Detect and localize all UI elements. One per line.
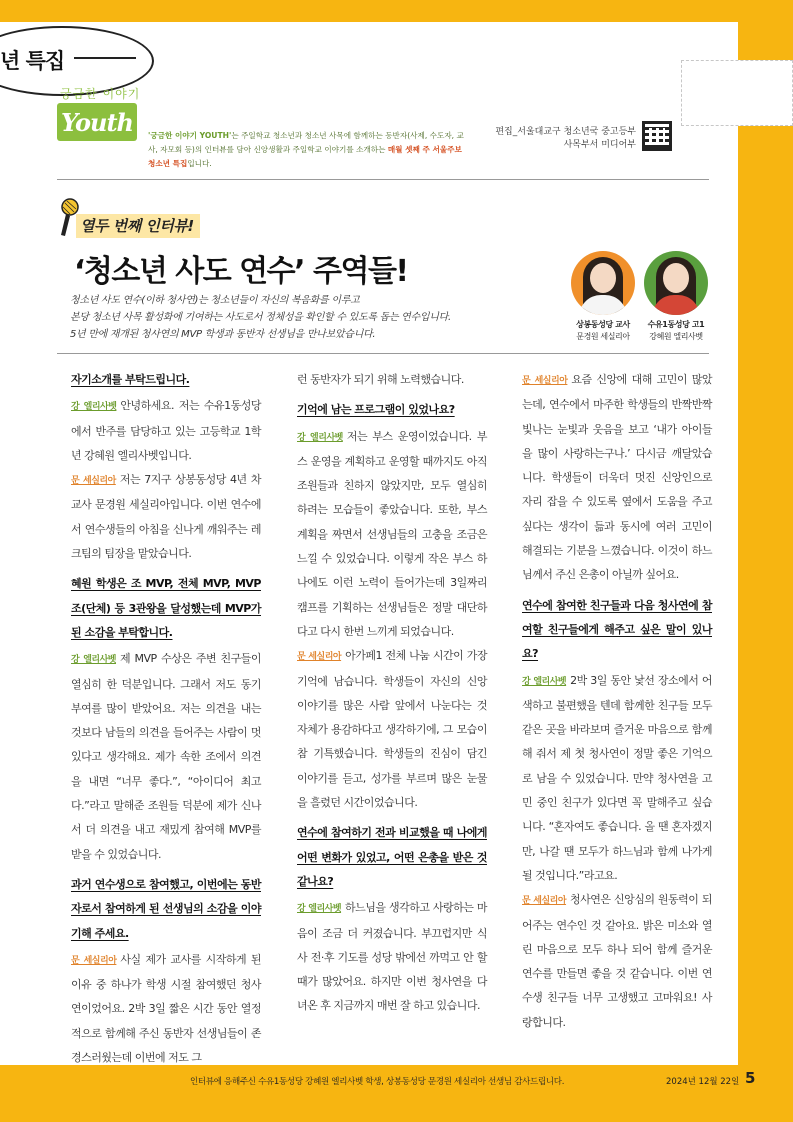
answer-text: 런 동반자가 되기 위해 노력했습니다.	[297, 373, 464, 386]
student-photo	[644, 251, 708, 315]
speaker-label: 강 엘리사벳	[71, 655, 117, 666]
youth-logo-box	[57, 103, 137, 141]
intro-text: 는 주일학교 청소년과 청소년 사목에 함께하는 동반자(사제, 수도자, 교사, 자모회 등)의 인터뷰를 담아 신앙생활과 주일학교 이야기를 소개하는	[148, 131, 464, 154]
answer	[297, 425, 487, 645]
teacher-caption	[568, 319, 638, 343]
answer-text: 아가페1 전체 나눔 시간이 가장 기억에 남습니다. 학생들이 자신의 신앙 이야기를 많은 사람 앞에서 나눈다는 것 자체가 용감하다고 생각하기에, 그 모습이 참 기특했습니다. 학생들의 진심이 담긴 이야기를 듣고, 성가를 부르며 많은 눈물을 흘렸던 시간이었습니다.	[297, 649, 488, 810]
answer	[71, 647, 261, 867]
youth-logo-word: Youth	[60, 107, 134, 137]
speaker-label: 강 엘리사벳	[71, 402, 117, 413]
intro-title: '궁금한 이야기 YOUTH'	[148, 131, 232, 140]
student-name: 강혜원 엘리사벳	[649, 332, 703, 341]
series-label: 궁금한 이야기	[60, 87, 141, 101]
answer-text: 안녕하세요. 저는 수유1동성당에서 반주를 담당하고 있는 고등학교 1학년 강혜원 엘리사벳입니다.	[71, 399, 261, 462]
person-teacher	[568, 251, 638, 343]
article-column-3	[522, 368, 712, 1035]
teacher-photo	[571, 251, 635, 315]
footer-date: 2024년 12월 22일	[666, 1077, 740, 1087]
footer-thanks: 인터뷰에 응해주신 수유1동성당 강혜원 엘리사벳 학생, 상봉동성당 문경원 세실리아 선생님 감사드립니다.	[190, 1077, 565, 1087]
teacher-role: 상봉동성당 교사	[576, 320, 630, 329]
youth-logo	[57, 84, 141, 174]
lede-line-1: 청소년 사도 연수(이하 청사연)는 청소년들이 자신의 복음화를 이루고	[70, 295, 360, 306]
answer	[522, 888, 712, 1035]
speaker-label: 문 세실리아	[71, 476, 116, 487]
series-intro	[148, 129, 468, 171]
editor-line-1: 편집_서울대교구 청소년국 중고등부	[495, 127, 636, 137]
article-column-1	[71, 368, 261, 1070]
editor-credit	[476, 126, 636, 152]
interview-badge: 열두 번째 인터뷰!	[76, 214, 200, 238]
speaker-label: 문 세실리아	[297, 652, 342, 663]
qr-code-icon[interactable]	[642, 121, 672, 151]
answer	[71, 468, 261, 566]
speaker-label: 강 엘리사벳	[297, 904, 342, 915]
answer	[297, 644, 487, 815]
question: 혜원 학생은 조 MVP, 전체 MVP, MVP조(단체) 등 3관왕을 달성했는데 MVP가 된 소감을 부탁합니다.	[71, 577, 261, 639]
answer-text: 하느님을 생각하고 사랑하는 마음이 조금 더 커졌습니다. 부끄럽지만 식사 전·후 기도를 성당 밖에선 까먹고 안 할 때가 많았어요. 하지만 이번 청사연을 다녀온 후 지금까지 매번 잘 하고 있습니다.	[297, 901, 487, 1013]
answer-text: 요즘 신앙에 대해 고민이 많았는데, 연수에서 마주한 학생들의 반짝반짝 빛나는 눈빛과 웃음을 보고 ‘내가 아이들을 많이 사랑하는구나.’ 다시금 깨달았습니다. 학생들이 더욱더 멋진 신앙인으로 자리 잡을 수 있도록 옆에서 도움을 주고 싶다는 생각이 듦과 동시에 여러 고민이 해결되는 기분을 느꼈습니다. 이것이 하느님께서 주신 은총이 아닐까 싶어요.	[522, 373, 713, 582]
answer-text: 2박 3일 동안 낯선 장소에서 어색하고 불편했을 텐데 함께한 친구들 모두 같은 곳을 바라보며 즐거운 마음으로 함께해 줘서 제 첫 청사연이 정말 좋은 기억으로 남을 수 있었습니다. 만약 청사연을 고민 중인 친구가 있다면 꼭 말해주고 싶습니다. “혼자여도 좋습니다. 올 땐 혼자겠지만, 나갈 땐 모두가 하느님과 함께 나가게 될 것입니다.”라고요.	[522, 673, 712, 882]
answer	[522, 368, 712, 588]
editor-line-2: 사목부서 미디어부	[563, 140, 636, 150]
lede-line-2: 본당 청소년 사목 활성화에 기여하는 사도로서 정체성을 확인할 수 있도록 돕는 연수입니다.	[70, 312, 451, 323]
divider-top	[57, 179, 709, 180]
divider-middle	[57, 353, 709, 354]
lede	[70, 292, 490, 343]
answer-text: 사실 제가 교사를 시작하게 된 이유 중 하나가 학생 시절 참여했던 청사연이었어요. 2박 3일 짧은 시간 동안 열정적으로 함께해 주신 동반자 선생님들이 존경스러웠는데 이번에 저도 그	[71, 952, 262, 1065]
paragraph	[297, 368, 487, 392]
person-student	[641, 251, 711, 343]
question: 연수에 참여하기 전과 비교했을 때 나에게 어떤 변화가 있었고, 어떤 은총을 받은 것 같나요?	[297, 826, 487, 888]
section-tab-rule	[74, 57, 136, 59]
student-caption	[641, 319, 711, 343]
speaker-label: 강 엘리사벳	[522, 676, 567, 687]
question: 연수에 참여한 친구들과 다음 청사연에 참여할 친구들에게 해주고 싶은 말이 있나요?	[522, 598, 712, 661]
answer	[71, 394, 261, 468]
answer-text: 저는 부스 운영이었습니다. 부스 운영을 계획하고 운영할 때까지도 아직 조원들과 친하지 않았지만, 모두 열심히 하려는 모습들이 좋았습니다. 또한, 부스 계획을 짜면서 선생님들의 고충을 조금은 느낄 수 있었습니다. 이렇게 작은 부스 하나에도 이런 노력이 들어가는데 3일짜리 캠프를 기획하는 선생님들은 정말 대단하다고 다시 한번 느끼게 되었습니다.	[297, 429, 487, 638]
footer	[0, 1066, 793, 1122]
lede-line-3: 5년 만에 재개된 청사연의 MVP 학생과 동반자 선생님을 만나보았습니다.	[70, 329, 376, 340]
headline: ‘청소년 사도 연수’ 주역들!	[74, 254, 408, 289]
corner-cutout	[681, 60, 793, 126]
teacher-name: 문경원 세실리아	[576, 332, 630, 341]
answer	[297, 896, 487, 1018]
article-column-2	[297, 368, 487, 1019]
intro-end: 입니다.	[187, 159, 212, 168]
answer-text: 저는 7지구 상봉동성당 4년 차 교사 문경원 세실리아입니다. 이번 연수에서 연수생들의 아침을 신나게 깨워주는 레크팀의 팀장을 맡았습니다.	[71, 473, 261, 561]
page-number: 5	[745, 1069, 756, 1087]
speaker-label: 문 세실리아	[522, 376, 568, 386]
page-sheet	[0, 22, 738, 1065]
answer-text: 청사연은 신앙심의 원동력이 되어주는 연수인 것 같아요. 밝은 미소와 열린 마음으로 모두 하나 되어 함께 즐거운 연수를 만들면 좋을 것 같습니다. 이번 연수생 친구들 너무 고생했고 고마워요! 사랑합니다.	[522, 893, 712, 1029]
photo-face	[590, 263, 616, 293]
intro-highlight: 매월 셋째 주 서울주보 청소년 특집	[148, 145, 462, 168]
question: 기억에 남는 프로그램이 있었나요?	[297, 403, 455, 417]
student-role: 수유1동성당 고1	[647, 320, 705, 329]
question: 과거 연수생으로 참여했고, 이번에는 동반자로서 참여하게 된 선생님의 소감을 이야기해 주세요.	[71, 877, 261, 940]
photo-face	[663, 263, 689, 293]
answer	[522, 669, 712, 889]
speaker-label: 문 세실리아	[71, 955, 117, 966]
question: 자기소개를 부탁드립니다.	[71, 373, 190, 386]
answer-text: 제 MVP 수상은 주변 친구들이 열심히 한 덕분입니다. 그래서 저도 동기부여를 많이 받았어요. 저는 의견을 내는 것보다 남들의 의견을 들어주는 사람이 멋있다고 생각해요. 제가 속한 조에서 의견을 내면 “너무 좋다.”, “아이디어 최고다.”라고 말해준 조원들 덕분에 제가 신나서 더 의견을 내고 재밌게 참여해 MVP를 받을 수 있었습니다.	[71, 652, 261, 861]
section-tab-label: 년 특집	[0, 49, 65, 73]
speaker-label: 문 세실리아	[522, 896, 567, 907]
speaker-label: 강 엘리사벳	[297, 432, 343, 443]
answer	[71, 948, 261, 1070]
